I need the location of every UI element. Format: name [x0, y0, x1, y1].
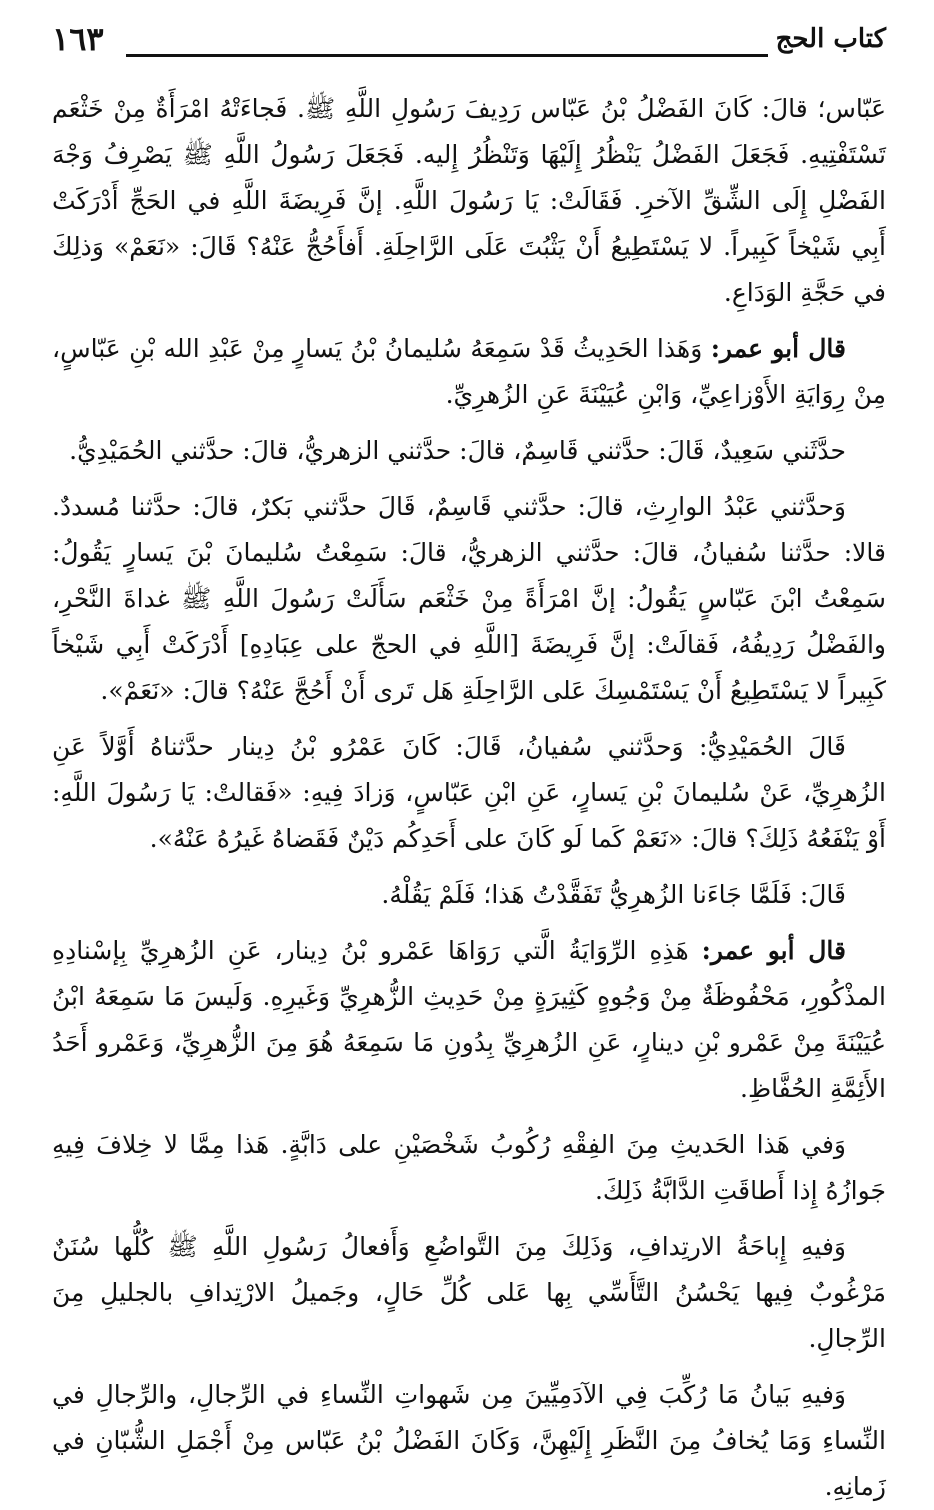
book-title: كتاب الحج — [775, 24, 886, 54]
paragraph-text: وَهَذا الحَدِيثُ قَدْ سَمِعَهُ سُليمانُ بْنُ يَسارٍ مِنْ عَبْدِ الله بْنِ عَبّاسٍ، مِنْ رِوَايَةِ الأَوْزاعِيِّ، وَابْنِ عُيَيْنَةَ عَنِ الزُهرِيِّ. — [52, 334, 886, 409]
page-number: ١٦٣ — [52, 20, 104, 58]
speaker-label: قال أبو عمر: — [701, 936, 846, 965]
paragraph-8 — [52, 1122, 886, 1214]
paragraph-1 — [52, 86, 886, 316]
paragraph-text: قَالَ الحُمَيْدِيُّ: وَحدَّثني سُفيانُ، قَالَ: كَانَ عَمْرُو بْنُ دِينار حدَّثناهُ أَوَّلاً عَنِ الزُهرِيِّ، عَنْ سُليمانَ بْنِ يَسارٍ، عَنِ ابْنِ عَبّاسٍ، وَزادَ فِيهِ: «فَقالتْ: يَا رَسُولَ اللَّهِ: أَوْ يَنْفَعُهُ ذَلِكَ؟ قالَ: «نَعَمْ كَما لَو كَانَ على أَحَدِكُم دَيْنٌ فَقَضاهُ غَيرُهُ عَنْهُ». — [52, 732, 886, 853]
paragraph-7 — [52, 928, 886, 1112]
paragraph-text: وَفيهِ بَيانُ مَا رُكِّبَ فِي الآدَمِيِّينَ مِن شَهواتِ النِّساءِ في الرِّجالِ، والرِّجالِ في النِّساءِ وَمَا يُخافُ مِنَ النَّظَرِ إِلَيْهِنَّ، وَكَانَ الفَضْلُ بْنُ عَبّاس مِنْ أَجْمَلِ الشُّبّانِ في زَمانِهِ. — [52, 1380, 886, 1501]
paragraph-text: قَالَ: فَلَمَّا جَاءَنا الزُهرِيُّ تَفَقَّدْتُ هَذا؛ فَلَمْ يَقُلْهُ. — [381, 880, 846, 909]
paragraph-9 — [52, 1224, 886, 1362]
page-body — [52, 86, 887, 1501]
paragraph-text: وَفيهِ إِباحَةُ الارتِدافِ، وَذَلِكَ مِنَ التَّواضُعِ وَأَفعالُ رَسُولِ اللَّهِ ﷺ كُلُّها سُنَنٌ مَرْغُوبٌ فِيها يَحْسُنُ التَّأَسِّي بِها عَلى كُلِّ حَالٍ، وجَميلُ الارْتِدافِ بالجليلِ مِنَ الرِّجالِ. — [52, 1232, 886, 1353]
header-rule — [126, 54, 768, 57]
paragraph-2 — [52, 326, 886, 418]
paragraph-6 — [52, 872, 886, 918]
paragraph-text: حدَّثَني سَعِيدٌ، قَالَ: حدَّثني قَاسِمٌ، قالَ: حدَّثني الزهريُّ، قالَ: حدَّثني الحُمَيْدِيُّ. — [69, 436, 846, 465]
paragraph-4 — [52, 484, 886, 714]
paragraph-text: وَفي هَذا الحَديثِ مِنَ الفِقْهِ رُكُوبُ شَخْصَيْنِ على دَابَّةٍ. هَذا مِمَّا لا خِلافَ فِيهِ جَوازُهُ إِذا أَطاقَتِ الدَّابَّةُ ذَلِكَ. — [52, 1130, 886, 1205]
paragraph-text: هَذِهِ الرِّوَايَةُ الَّتي رَوَاهَا عَمْرو بْنُ دِينار، عَنِ الزُهرِيِّ بِإسْنادِهِ المذْكُورِ، مَحْفُوظَةٌ مِنْ وَجُوهٍ كَثِيرَةٍ مِنْ حَدِيثِ الزُّهرِيِّ وَغَيرِهِ. وَلَيسَ مَا سَمِعَهُ ابْنُ عُيَيْنَةَ مِنْ عَمْرو بْنِ دينارٍ، عَنِ الزُهرِيِّ بِدُونِ مَا سَمِعَهُ هُوَ مِنَ الزُّهرِيِّ، وَعَمْرو أَحَدُ الأَئِمَّةِ الحُفَّاظِ. — [52, 936, 886, 1103]
paragraph-3 — [52, 428, 886, 474]
page-header — [52, 14, 886, 64]
paragraph-text: وَحدَّثني عَبْدُ الوارِثِ، قالَ: حدَّثني قَاسِمٌ، قَالَ حدَّثني بَكرٌ، قالَ: حدَّثنا مُسددٌ. قالا: حدَّثنا سُفيانُ، قالَ: حدَّثني الزهريُّ، قالَ: سَمِعْتُ سُليمانَ بْنَ يَسارٍ يَقُولُ: سَمِعْتُ ابْنَ عَبّاسٍ يَقُولُ: إنَّ امْرَأَةً مِنْ خَثْعَم سَأَلَتْ رَسُولَ اللَّهِ ﷺ غداةَ النَّحْرِ، والفَضْلُ رَدِيفُهُ، فَقالَتْ: إنَّ فَرِيضَةَ [اللَّهِ في الحجّ على عِبَادِهِ] أَدْرَكَتْ أَبِي شَيْخاً كَبِيراً لا يَسْتَطِيعُ أَنْ يَسْتَمْسِكَ عَلى الرَّاحِلَةِ هَل تَرى أَنْ أَحُجَّ عَنْهُ؟ قالَ: «نَعَمْ». — [52, 492, 886, 705]
paragraph-5 — [52, 724, 886, 862]
paragraph-text: عَبّاس؛ قالَ: كَانَ الفَضْلُ بْنُ عَبّاس رَدِيفَ رَسُولِ اللَّهِ ﷺ. فَجاءَتْهُ امْرَأَةٌ مِنْ خَثْعَم تَسْتَفْتِيهِ. فَجَعَلَ الفَضْلُ يَنْظُرُ إِلَيْهَا وَتَنْظُرُ إِليه. فَجَعَلَ رَسُولُ اللَّهِ ﷺ يَصْرِفُ وَجْهَ الفَضْلِ إِلَى الشِّقِّ الآخرِ. فَقَالَتْ: يَا رَسُولَ اللَّهِ. إنَّ فَرِيضَةَ اللَّهِ في الحَجِّ أَدْرَكَتْ أَبِي شَيْخاً كَبِيراً. لا يَسْتَطِيعُ أَنْ يَثْبُتَ عَلَى الرَّاحِلَةِ. أَفأَحُجُّ عَنْهُ؟ قَالَ: «نَعَمْ» وَذلِكَ في حَجَّةِ الوَدَاعِ. — [52, 94, 887, 307]
speaker-label: قال أبو عمر: — [710, 334, 846, 363]
